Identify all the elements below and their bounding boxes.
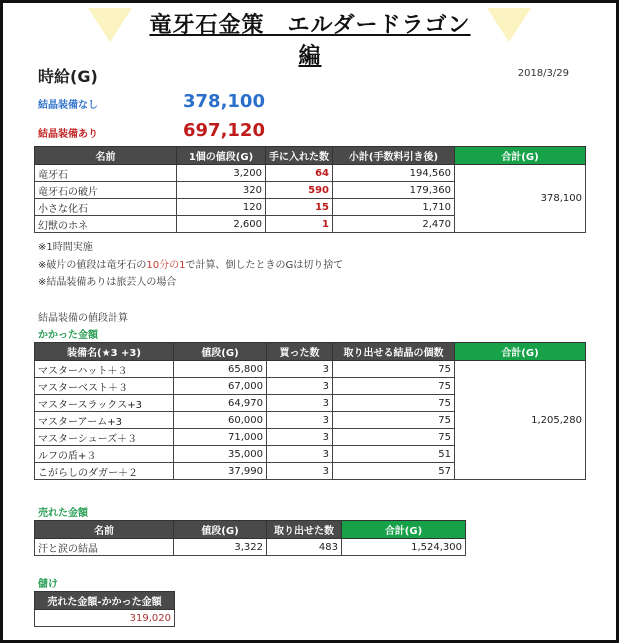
col-header: 名前: [35, 521, 174, 539]
item-subtotal: 179,360: [333, 182, 455, 199]
item-name: 竜牙石の破片: [35, 182, 177, 199]
equip-price: 60,000: [174, 412, 267, 429]
col-header: 値段(G): [174, 343, 267, 361]
item-subtotal: 1,710: [333, 199, 455, 216]
drops-total: 378,100: [455, 165, 586, 233]
sold-table: [34, 520, 466, 556]
equip-price: 65,800: [174, 361, 267, 378]
triangle-decoration-left: [88, 8, 132, 42]
sold-count: 483: [267, 539, 342, 556]
sold-name: 汗と涙の結晶: [35, 539, 174, 556]
equip-price: 37,990: [174, 463, 267, 480]
profit-value: 319,020: [35, 610, 175, 627]
equip-bought: 3: [267, 412, 333, 429]
equip-price: 35,000: [174, 446, 267, 463]
equip-price: 67,000: [174, 378, 267, 395]
equip-name: マスターシューズ＋３: [35, 429, 174, 446]
col-header-total: 合計(G): [455, 343, 586, 361]
sold-label: 売れた金額: [38, 508, 88, 519]
hourly-heading: 時給(G): [38, 67, 98, 86]
equip-crystals: 75: [333, 412, 455, 429]
page-title: 竜牙石金策 エルダードラゴン編: [149, 13, 471, 69]
col-header: 取り出せる結晶の個数: [333, 343, 455, 361]
item-count: 1: [266, 216, 333, 233]
item-price: 2,600: [177, 216, 266, 233]
item-name: 小さな化石: [35, 199, 177, 216]
equip-crystals: 75: [333, 429, 455, 446]
crystal-value: 697,120: [183, 120, 265, 141]
equipment-total: 1,205,280: [455, 361, 586, 480]
col-header-total: 合計(G): [455, 147, 586, 165]
note-3: ※結晶装備ありは旅芸人の場合: [38, 277, 177, 288]
triangle-decoration-right: [487, 8, 531, 42]
col-header: 手に入れた数: [266, 147, 333, 165]
col-header: 買った数: [267, 343, 333, 361]
col-header: 値段(G): [174, 521, 267, 539]
equip-bought: 3: [267, 361, 333, 378]
equip-crystals: 75: [333, 395, 455, 412]
equip-price: 71,000: [174, 429, 267, 446]
table-row: [35, 361, 586, 378]
item-subtotal: 2,470: [333, 216, 455, 233]
equip-bought: 3: [267, 463, 333, 480]
equip-bought: 3: [267, 378, 333, 395]
profit-table: [34, 591, 175, 627]
col-header: 売れた金額-かかった金額: [35, 592, 175, 610]
equip-name: マスタースラックス+3: [35, 395, 174, 412]
drops-table: [34, 146, 586, 233]
item-count: 590: [266, 182, 333, 199]
equip-name: こがらしのダガー＋２: [35, 463, 174, 480]
equip-name: マスターハット＋３: [35, 361, 174, 378]
equip-bought: 3: [267, 395, 333, 412]
date: 2018/3/29: [517, 68, 569, 79]
profit-label: 儲け: [38, 579, 58, 590]
item-count: 64: [266, 165, 333, 182]
col-header: 小計(手数料引き後): [333, 147, 455, 165]
col-header: 装備名(★3 +3): [35, 343, 174, 361]
item-price: 120: [177, 199, 266, 216]
note-2: ※破片の値段は竜牙石の10分の1で計算、倒したときのGは切り捨て: [38, 260, 344, 271]
item-price: 3,200: [177, 165, 266, 182]
crystal-label: 結晶装備あり: [38, 129, 98, 140]
section-title: 結晶装備の値段計算: [38, 313, 128, 324]
col-header: 取り出せた数: [267, 521, 342, 539]
item-count: 15: [266, 199, 333, 216]
equip-bought: 3: [267, 446, 333, 463]
no-crystal-value: 378,100: [183, 91, 265, 112]
item-name: 幻獣のホネ: [35, 216, 177, 233]
no-crystal-label: 結晶装備なし: [38, 100, 98, 111]
table-row: [35, 165, 586, 182]
equip-crystals: 75: [333, 361, 455, 378]
sold-total: 1,524,300: [342, 539, 466, 556]
col-header-total: 合計(G): [342, 521, 466, 539]
equip-crystals: 51: [333, 446, 455, 463]
equip-name: マスターアーム+3: [35, 412, 174, 429]
equip-crystals: 57: [333, 463, 455, 480]
equip-crystals: 75: [333, 378, 455, 395]
note-1: ※1時間実施: [38, 242, 93, 253]
item-subtotal: 194,560: [333, 165, 455, 182]
sold-price: 3,322: [174, 539, 267, 556]
item-price: 320: [177, 182, 266, 199]
equip-price: 64,970: [174, 395, 267, 412]
col-header: 名前: [35, 147, 177, 165]
item-name: 竜牙石: [35, 165, 177, 182]
equip-name: ルフの盾+３: [35, 446, 174, 463]
col-header: 1個の値段(G): [177, 147, 266, 165]
equip-name: マスターベスト＋３: [35, 378, 174, 395]
equip-bought: 3: [267, 429, 333, 446]
equipment-table: [34, 342, 586, 480]
cost-label: かかった金額: [38, 330, 98, 341]
table-row: [35, 539, 466, 556]
